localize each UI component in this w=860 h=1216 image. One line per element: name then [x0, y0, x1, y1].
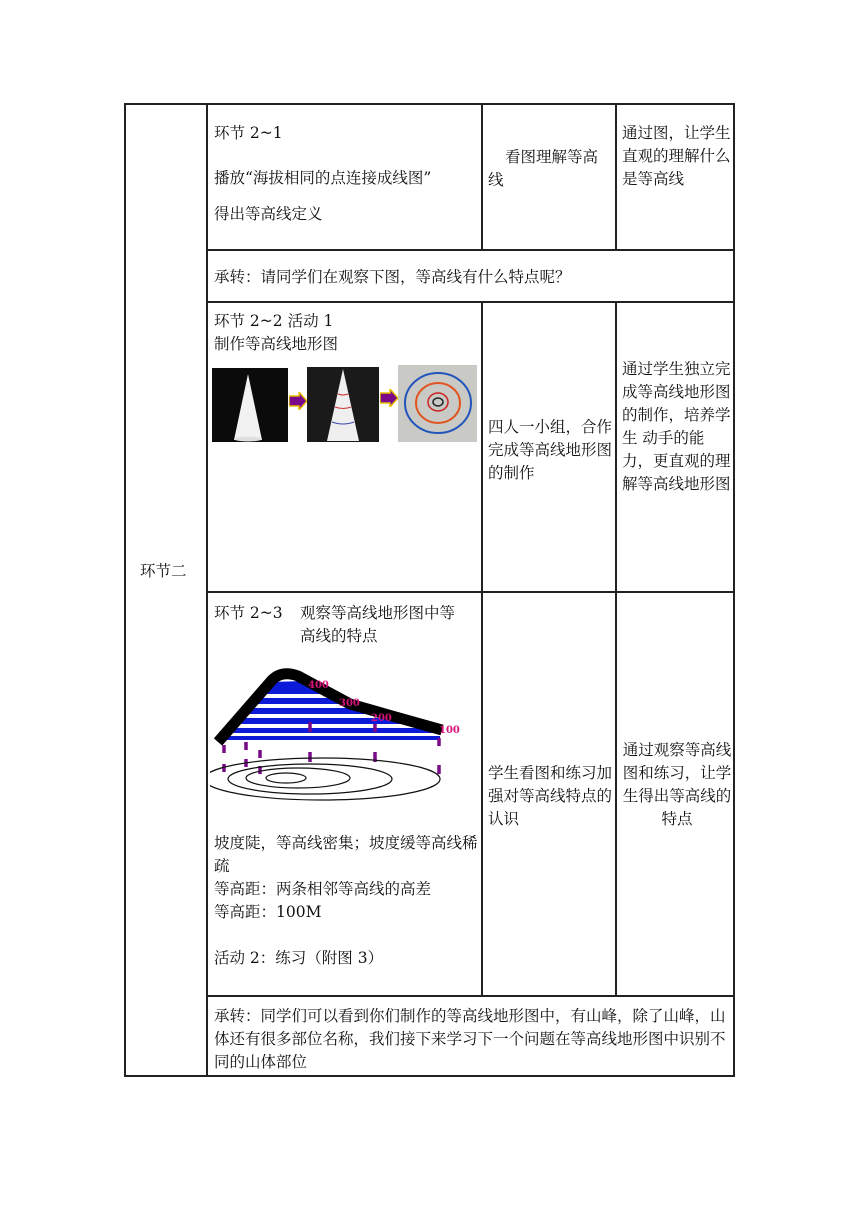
row2-design-intent: 通过学生独立完成等高线地形图的制作，培养学生 动手的能力，更直观的理解等高线地形图	[622, 360, 731, 493]
row1-play-text: 播放“海拔相同的点连接成线图”	[214, 169, 432, 187]
col-divider-c2	[615, 302, 617, 996]
row-divider-4	[206, 995, 735, 997]
note-contour-interval: 等高距：100M	[214, 903, 322, 921]
row1-definition-text: 得出等高线定义	[214, 205, 323, 223]
row2-student-activity: 四人一小组，合作完成等高线地形图的制作	[488, 418, 613, 482]
row-divider-3	[206, 591, 735, 593]
col-divider-b2	[481, 302, 483, 996]
row1-step-title: 环节 2~1	[214, 124, 283, 142]
arrow-icon	[289, 392, 307, 410]
row1-student-activity: 看图理解等高线	[488, 148, 599, 189]
row3-title-line1: 观察等高线地形图中等	[300, 604, 456, 622]
arrow-icon	[380, 389, 398, 407]
contour-drawing-photo	[398, 365, 477, 442]
row3-design-intent: 通过观察等高线图和练习，让学生得出等高线的特点	[622, 741, 732, 828]
contour-label-200: 200	[371, 713, 392, 724]
cone-photo	[212, 368, 288, 442]
row2-subtitle: 制作等高线地形图	[214, 335, 339, 353]
transition-1: 承转：请同学们在观察下图，等高线有什么特点呢？	[214, 268, 571, 286]
row-divider-2	[206, 301, 735, 303]
transition-2: 承转：同学们可以看到你们制作的等高线地形图中，有山峰，除了山峰，山体还有很多部位名称，我们接下来学习下一个问题在等高线地形图中识别不同的山体部位	[214, 1007, 726, 1071]
row3-step-title: 环节 2~3	[214, 604, 283, 622]
note-activity-2: 活动 2：练习（附图 3）	[214, 949, 384, 967]
row2-step-title: 环节 2~2 活动 1	[214, 312, 334, 330]
row1-design-intent: 通过图，让学生直观的理解什么是等高线	[622, 124, 731, 188]
marked-cone-photo	[307, 367, 379, 442]
row-divider-1	[206, 249, 735, 251]
contour-label-100: 100	[439, 725, 460, 736]
contour-label-300: 300	[339, 698, 360, 709]
contour-figure	[210, 662, 478, 802]
col-divider-b	[481, 103, 483, 251]
note-contour-interval-def: 等高距：两条相邻等高线的高差	[214, 880, 432, 898]
row3-title-line2: 高线的特点	[300, 627, 378, 645]
note-slope: 坡度陡，等高线密集；坡度缓等高线稀疏	[214, 834, 478, 875]
row3-student-activity: 学生看图和练习加强对等高线特点的认识	[488, 764, 613, 828]
contour-label-400: 400	[308, 680, 329, 691]
stage-label: 环节二	[140, 562, 187, 580]
col-divider-c	[615, 103, 617, 251]
